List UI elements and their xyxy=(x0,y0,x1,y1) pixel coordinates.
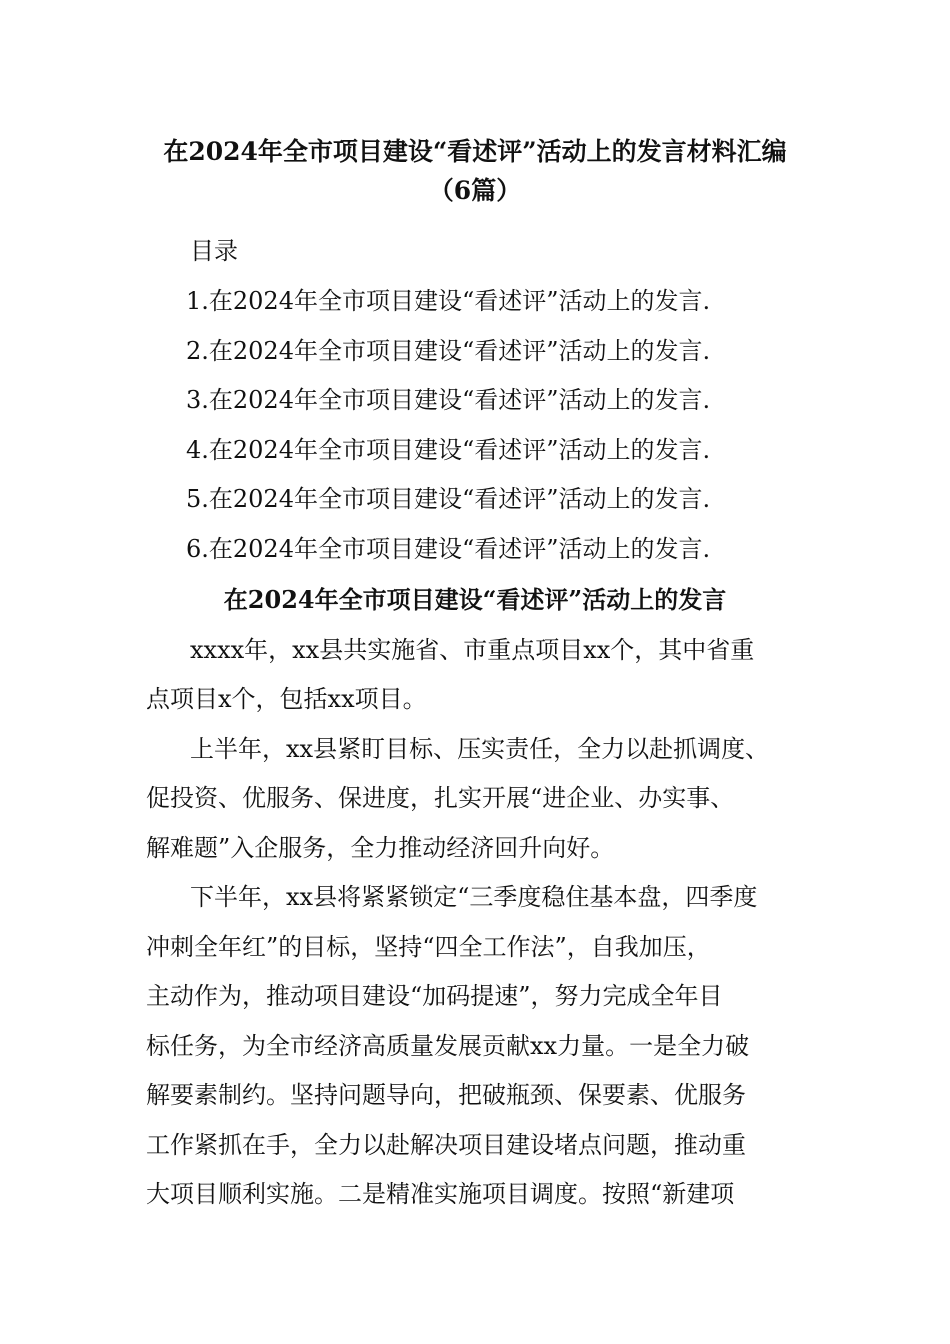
paragraph-line: xxxx年，xx县共实施省、市重点项目xx个，其中省重 xyxy=(190,636,755,664)
paragraph-line: 促投资、优服务、保进度，扎实开展“进企业、办实事、 xyxy=(146,784,735,812)
paragraph-line: 冲刺全年红”的目标，坚持“四全工作法”，自我加压， xyxy=(146,933,711,961)
toc-item[interactable]: 2.在2024年全市项目建设“看述评”活动上的发言. xyxy=(186,337,711,365)
toc-item[interactable]: 3.在2024年全市项目建设“看述评”活动上的发言. xyxy=(186,386,711,414)
section-title: 在2024年全市项目建设“看述评”活动上的发言 xyxy=(223,585,727,614)
paragraph-line: 点项目x个，包括xx项目。 xyxy=(146,685,427,713)
paragraph-line: 解要素制约。坚持问题导向，把破瓶颈、保要素、优服务 xyxy=(146,1081,746,1109)
toc-item[interactable]: 5.在2024年全市项目建设“看述评”活动上的发言. xyxy=(186,485,711,513)
paragraph-line: 工作紧抓在手，全力以赴解决项目建设堵点问题，推动重 xyxy=(146,1131,746,1159)
paragraph-line: 标任务，为全市经济高质量发展贡献xx力量。一是全力破 xyxy=(146,1032,750,1060)
document-title: 在2024年全市项目建设“看述评”活动上的发言材料汇编 xyxy=(163,137,787,166)
toc-item[interactable]: 4.在2024年全市项目建设“看述评”活动上的发言. xyxy=(186,436,711,464)
toc-item[interactable]: 1.在2024年全市项目建设“看述评”活动上的发言. xyxy=(186,287,711,315)
paragraph-line: 解难题”入企服务，全力推动经济回升向好。 xyxy=(146,834,615,862)
paragraph-line: 大项目顺利实施。二是精准实施项目调度。按照“新建项 xyxy=(146,1180,735,1208)
toc-item[interactable]: 6.在2024年全市项目建设“看述评”活动上的发言. xyxy=(186,535,711,563)
paragraph-line: 下半年，xx县将紧紧锁定“三季度稳住基本盘，四季度 xyxy=(190,883,758,911)
paragraph-line: 上半年，xx县紧盯目标、压实责任，全力以赴抓调度、 xyxy=(190,735,770,763)
paragraph-line: 主动作为，推动项目建设“加码提速”，努力完成全年目 xyxy=(146,982,723,1010)
document-title-count: （6篇） xyxy=(428,176,522,205)
toc-heading: 目录 xyxy=(190,237,238,265)
